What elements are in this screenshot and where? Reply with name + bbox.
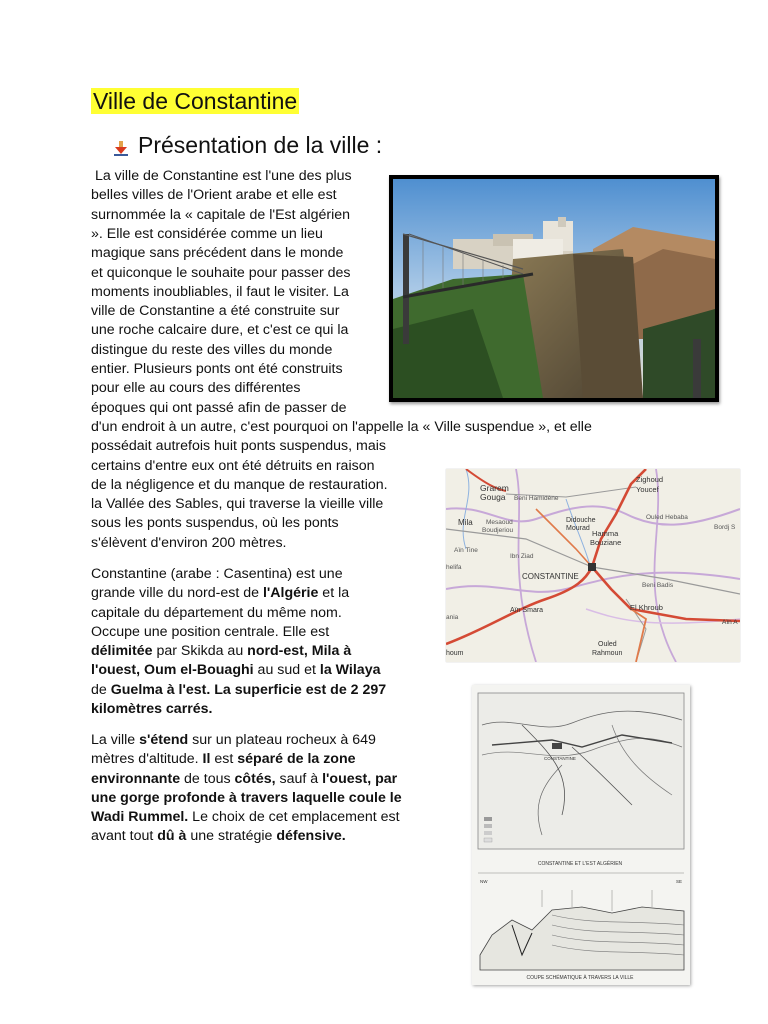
bold-run: séparé de la zone	[237, 751, 356, 768]
bold-run: nord-est, Mila à	[247, 643, 352, 660]
intro-line: ». Elle est considérée comme un lieu	[91, 225, 323, 242]
scan-label: CONSTANTINE	[544, 756, 576, 761]
text-run: sur un plateau rocheux à 649	[188, 732, 376, 748]
intro-line: et quiconque le souhaite pour passer des	[91, 264, 351, 281]
geography-paragraph	[91, 731, 402, 847]
text-run: de	[91, 681, 111, 698]
intro-line: pour elle au cours des différentes	[91, 380, 301, 397]
intro-line: de la négligence et du manque de restauration.	[91, 476, 388, 493]
map-label: Mourad	[566, 525, 590, 532]
bold-run: environnante	[91, 770, 181, 787]
map-label: Beni Hamidène	[514, 495, 559, 502]
arrow-down-bullet-icon	[114, 140, 128, 156]
map-label: Ibn Ziad	[510, 553, 534, 560]
intro-line: surnommée la « capitale de l'Est algérien	[91, 206, 351, 223]
text-run: Constantine (arabe : Casentina) est une	[91, 566, 343, 582]
bold-run: Il	[202, 751, 211, 768]
section-heading-text: Présentation de la ville :	[138, 132, 383, 158]
map-label: Ouled	[598, 641, 617, 648]
text-run: grande ville du nord-est de	[91, 585, 263, 602]
intro-line: sous les ponts suspendus, où les ponts	[91, 515, 339, 532]
text-run: est	[210, 751, 238, 768]
bold-run: Wadi Rummel.	[91, 809, 189, 826]
map-label: Bordj S	[714, 524, 736, 531]
intro-line: belles villes de l'Orient arabe et elle est	[91, 187, 337, 204]
map-label: Aïn Tine	[454, 547, 478, 554]
intro-line: une roche calcaire dure, et c'est ce qui la	[91, 322, 349, 339]
map-label: CONSTANTINE	[522, 572, 579, 581]
schematic-figure-scan	[472, 685, 690, 985]
map-label: Hamma	[592, 529, 619, 538]
intro-line: s'élèvent d'environ 200 mètres.	[91, 534, 287, 551]
intro-line: La ville de Constantine est l'une des plus	[91, 168, 352, 184]
schematic-illustration	[472, 685, 690, 985]
map-label: Rahmoun	[592, 650, 623, 657]
bold-run: l'ouest, par	[322, 770, 398, 787]
map-label: Mesaoud	[486, 519, 513, 526]
bold-run: l'ouest, Oum el-Bouaghi	[91, 662, 254, 679]
intro-line: certains d'entre eux ont été détruits en raison	[91, 457, 375, 474]
text-run: avant tout	[91, 828, 158, 845]
map-label: Beni Badis	[642, 582, 674, 589]
map-label: Mila	[458, 518, 473, 527]
scan-label: SE	[676, 879, 683, 884]
text-run: La ville	[91, 732, 140, 748]
intro-line: distingue du reste des villes du monde	[91, 341, 333, 358]
scan-caption: CONSTANTINE ET L'EST ALGÉRIEN	[537, 861, 623, 867]
intro-line: possédait autrefois huit ponts suspendus, mais	[91, 438, 386, 455]
map-label: Grarem	[480, 483, 509, 493]
text-run: par Skikda au	[152, 643, 248, 660]
bold-run: une gorge profonde à travers laquelle coule le	[91, 789, 402, 806]
map-illustration	[446, 469, 740, 662]
photo-illustration	[393, 179, 715, 398]
map-label: Boudjeriou	[482, 527, 514, 534]
intro-line: la Vallée des Sables, qui traverse la vieille ville	[91, 496, 384, 513]
bold-run: dû à	[157, 828, 187, 845]
text-run: sauf à	[275, 770, 323, 787]
intro-line: magique sans précédent dans le monde	[91, 245, 344, 262]
text-run: capitale du département du même nom.	[91, 604, 342, 621]
text-run: et la	[318, 585, 350, 602]
constantine-bridge-photo	[389, 175, 719, 402]
map-label: Ouled Hebaba	[646, 514, 688, 521]
bold-run: côtés,	[234, 770, 276, 787]
intro-line: ville de Constantine a été construite sur	[91, 303, 340, 320]
intro-line: époques qui ont passé afin de passer de	[91, 399, 347, 416]
intro-line: d'un endroit à un autre, c'est pourquoi on l'appelle la « Ville suspendue », et elle	[91, 418, 592, 435]
map-label: Zighoud	[636, 475, 664, 484]
scan-label: NW	[480, 879, 488, 884]
intro-line: moments inoubliables, il faut le visiter. La	[91, 283, 349, 300]
intro-line: entier. Plusieurs ponts ont été construits	[91, 361, 343, 377]
text-run: au sud et	[253, 662, 320, 679]
map-label: houm	[446, 650, 464, 657]
map-label: ania	[446, 614, 459, 621]
text-run: mètres d'altitude.	[91, 751, 203, 768]
text-run: Occupe une position centrale. Elle est	[91, 623, 330, 640]
bold-run: la Wilaya	[319, 662, 381, 679]
map-label: Youcef	[636, 485, 659, 494]
map-label: El Khroub	[630, 603, 663, 612]
bold-run: Guelma à l'est. La superficie est de 2 297	[110, 681, 387, 698]
text-run: une stratégie	[186, 828, 277, 845]
map-label: Bouziane	[590, 538, 622, 547]
scan-caption: COUPE SCHÉMATIQUE À TRAVERS LA VILLE	[526, 975, 634, 981]
text-run: de tous	[180, 770, 235, 787]
bold-run: kilomètres carrés.	[91, 701, 213, 718]
map-label: Gouga	[480, 492, 506, 502]
document-title: Ville de Constantine	[93, 88, 298, 114]
bold-run: l'Algérie	[262, 585, 319, 602]
bold-run: délimitée	[91, 643, 153, 660]
bold-run: s'étend	[139, 732, 189, 748]
text-run: Le choix de cet emplacement est	[188, 809, 400, 826]
region-road-map	[446, 469, 740, 662]
bold-run: défensive.	[276, 828, 346, 845]
map-label: helifa	[446, 564, 462, 571]
location-paragraph	[91, 565, 386, 719]
map-label: Aïn Smara	[510, 607, 544, 614]
map-label: Aïn A	[722, 619, 738, 626]
section-heading	[114, 131, 382, 159]
map-label: Didouche	[566, 517, 596, 524]
